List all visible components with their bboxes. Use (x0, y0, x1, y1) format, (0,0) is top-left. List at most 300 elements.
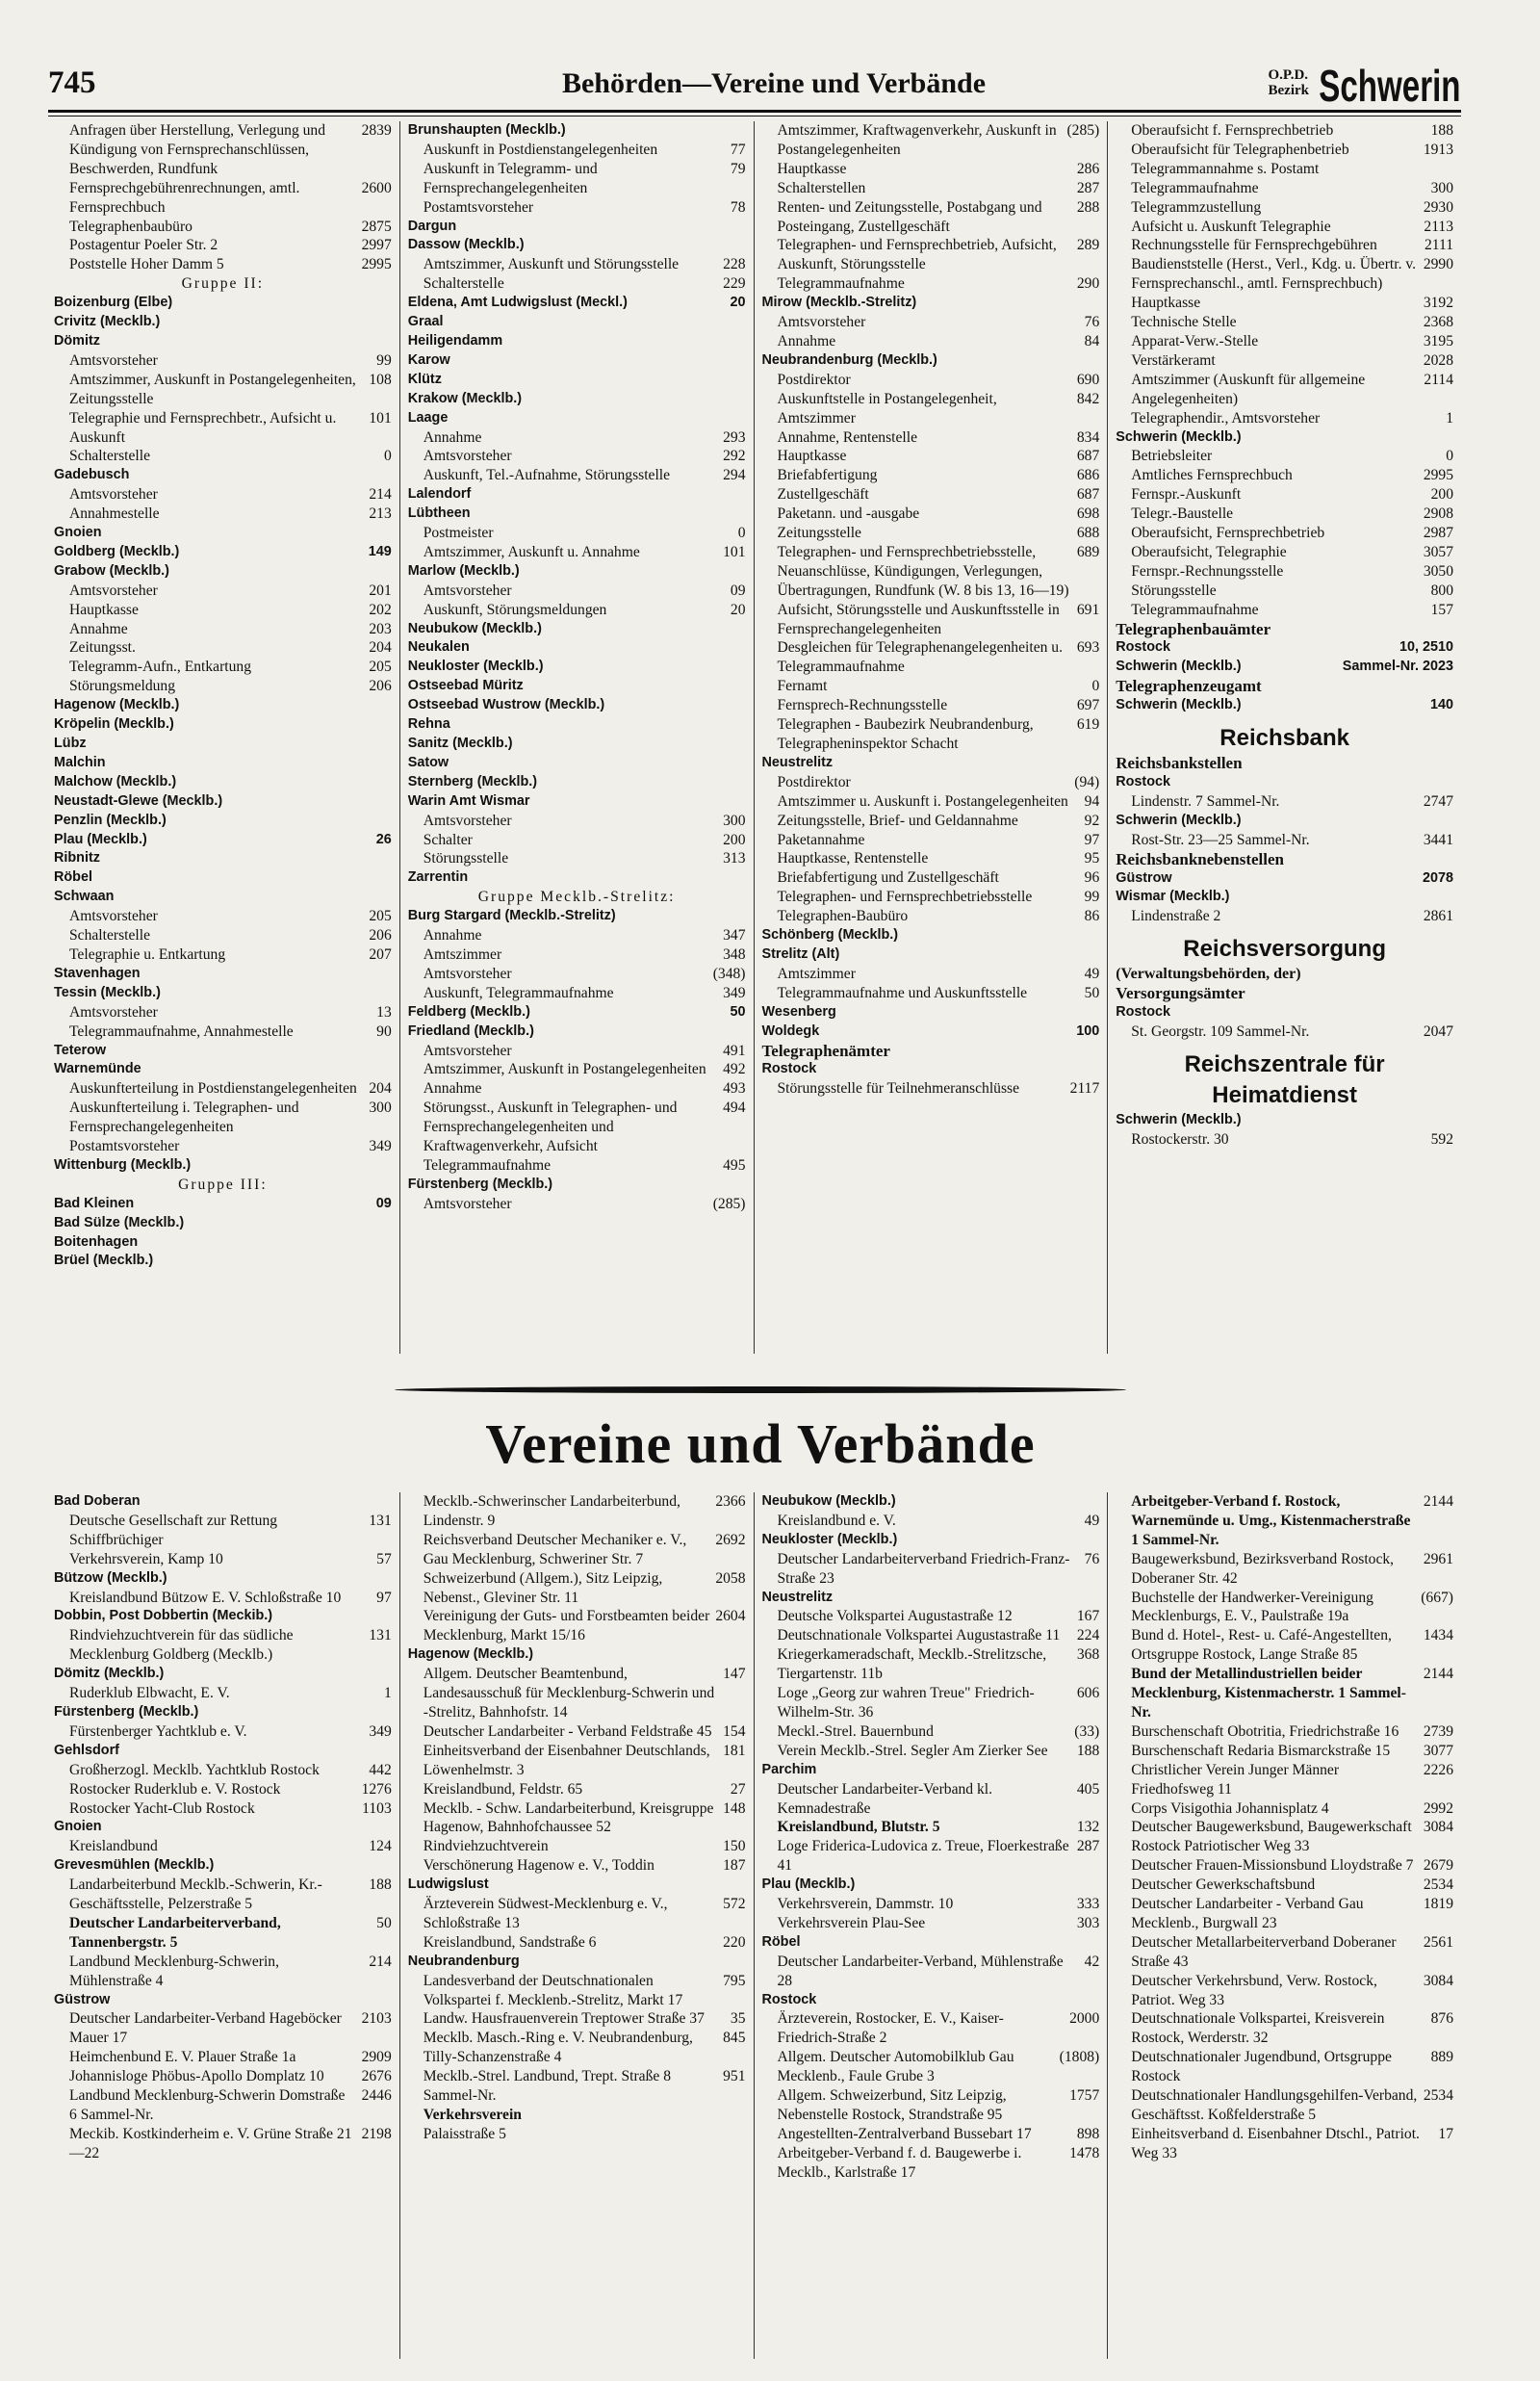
entry-text: Zeitungsstelle (777, 525, 861, 542)
place-heading (1116, 812, 1453, 831)
list-item (1116, 447, 1453, 466)
entry-text: Schwerin (Mecklb.) (1116, 697, 1242, 713)
list-item (408, 1042, 746, 1061)
place-heading (54, 1607, 392, 1626)
list-item (762, 1512, 1100, 1531)
entry-text: Fürstenberg (Mecklb.) (407, 1176, 553, 1192)
entry-text: Versorgungsämter (1116, 984, 1245, 1003)
list-item (1116, 218, 1453, 237)
entry-text: Neustadt-Glewe (Mecklb.) (54, 792, 223, 809)
phone-number: 286 (1076, 160, 1100, 177)
entry-text: Fernspr.-Auskunft (1131, 486, 1242, 504)
phone-number: 2990 (1423, 256, 1453, 273)
phone-number: 300 (1430, 179, 1453, 196)
phone-number: 188 (1076, 1742, 1100, 1759)
section-title (1116, 934, 1453, 965)
list-item (408, 1569, 746, 1608)
place-heading (54, 1856, 392, 1876)
phone-number: 687 (1076, 448, 1100, 465)
entry-text: Zarrentin (407, 869, 469, 886)
phone-number: 2144 (1423, 1666, 1453, 1683)
phone-number: 2676 (361, 2068, 392, 2085)
place-heading (1116, 428, 1453, 448)
list-item (1116, 965, 1453, 984)
entry-text: Deutscher Metallarbeiterverband Doberaner Straße 43 (1131, 1933, 1397, 1970)
list-item (54, 1022, 392, 1042)
entry-text: Christlicher Verein Junger Männer Friedhofsweg 11 (1131, 1761, 1340, 1798)
list-item (54, 1550, 392, 1569)
entry-text: Malchow (Mecklb.) (54, 773, 177, 789)
list-item (762, 965, 1100, 984)
list-item (408, 1156, 746, 1176)
entry-text: Johannisloge Phöbus-Apollo Domplatz 10 (69, 2068, 324, 2085)
entry-text: Güstrow (1116, 869, 1172, 886)
place-heading (408, 562, 746, 582)
entry-text: Störungsstelle (1131, 582, 1217, 599)
phone-number: 09 (730, 582, 746, 599)
entry-text: Einheitsverband d. Eisenbahner Dtschl., Patriot. Weg 33 (1131, 2125, 1420, 2161)
list-item (762, 1914, 1100, 1933)
list-item (1116, 850, 1453, 869)
list-item (54, 255, 392, 274)
phone-number: 898 (1076, 2125, 1100, 2142)
list-item (408, 466, 746, 485)
entry-text: Kreislandbund, Sandstraße 6 (423, 1933, 597, 1951)
list-item (54, 1589, 392, 1608)
entry-text: Telegraphen- und Fernsprechbetriebsstelle, Neuanschlüsse, Kündigungen, Verlegungen, Übertragungen, Rundfunk (W. 8 bis 13, 16—19) (777, 543, 1069, 599)
entry-text: Deutscher Landarbeiter-Verband, Mühlenstraße 28 (777, 1953, 1064, 1989)
entry-text: Landesverband der Deutschnationalen Volkspartei f. Mecklenb.-Strelitz, Markt 17 (423, 1972, 683, 2008)
entry-text: Loge Friderica-Ludovica z. Treue, Floerkestraße 41 (777, 1838, 1069, 1875)
list-item (762, 715, 1100, 754)
entry-text: Schalterstelle (69, 448, 150, 465)
phone-number: 124 (369, 1838, 392, 1855)
place-heading (1116, 773, 1453, 792)
list-item (762, 1042, 1100, 1061)
phone-number: 205 (369, 659, 392, 676)
entry-text: Postdirektor (777, 371, 851, 388)
entry-text: Deutscher Landarbeiter - Verband Feldstraße 45 (423, 1722, 712, 1740)
entry-text: Ludwigslust (407, 1876, 489, 1893)
phone-number: 92 (1084, 812, 1100, 829)
list-item (762, 1645, 1100, 1684)
entry-text: Bützow (Mecklb.) (54, 1569, 167, 1586)
list-item (762, 984, 1100, 1003)
list-item (762, 2125, 1100, 2144)
entry-text: Deutscher Landarbeiterverband Friedrich-Franz-Straße 23 (777, 1550, 1070, 1587)
phone-number: Sammel-Nr. 2023 (1342, 659, 1453, 675)
list-item (1116, 294, 1453, 313)
entry-text: Telegramm-Aufn., Entkartung (69, 659, 252, 676)
entry-text: Kreislandbund e. V. (777, 1512, 896, 1529)
entry-text: Lindenstr. 7 Sammel-Nr. (1131, 792, 1280, 810)
list-item (1116, 677, 1453, 696)
phone-number: 86 (1084, 908, 1100, 925)
place-heading (54, 965, 392, 984)
entry-text: Schalterstelle (69, 927, 150, 945)
list-item (408, 965, 746, 984)
phone-number: 690 (1076, 371, 1100, 388)
place-heading (54, 1742, 392, 1761)
place-heading (408, 735, 746, 754)
place-heading (1116, 696, 1453, 715)
entry-text: Burg Stargard (Mecklb.-Strelitz) (407, 908, 616, 924)
phone-number: 101 (723, 543, 746, 560)
phone-number: 951 (723, 2068, 746, 2085)
phone-number: 1 (1446, 409, 1453, 427)
list-item (1116, 255, 1453, 294)
entry-text: Deutschnationaler Jugendbund, Ortsgruppe Rostock (1131, 2049, 1392, 2085)
authorities-columns (48, 121, 1461, 1354)
place-heading (1116, 638, 1453, 658)
phone-number: 800 (1430, 582, 1453, 599)
entry-text: Kreislandbund Bützow E. V. Schloßstraße 10 (69, 1589, 342, 1606)
entry-text: Rostocker Yacht-Club Rostock (69, 1799, 255, 1817)
phone-number: 2113 (1424, 218, 1453, 235)
list-item (408, 888, 746, 907)
phone-number: 2534 (1423, 1876, 1453, 1894)
list-item (762, 1684, 1100, 1722)
entry-text: Heiligendamm (407, 332, 503, 349)
list-item (408, 1195, 746, 1214)
list-item (54, 274, 392, 294)
place-heading (54, 1214, 392, 1233)
list-item (54, 677, 392, 696)
entry-text: Störungsstelle für Teilnehmeranschlüsse (777, 1080, 1020, 1098)
entry-text: Heimchenbund E. V. Plauer Straße 1a (69, 2049, 296, 2066)
entry-text: Brüel (Mecklb.) (54, 1253, 154, 1269)
entry-text: Dassow (Mecklb.) (407, 237, 525, 253)
place-heading (408, 792, 746, 812)
list-item (1116, 754, 1453, 773)
phone-number: 17 (1438, 2125, 1453, 2142)
phone-number: (1808) (1059, 2049, 1100, 2066)
phone-number: 0 (1446, 448, 1453, 465)
entry-text: Paketannahme (777, 831, 865, 848)
place-heading (54, 792, 392, 812)
list-item (1116, 907, 1453, 926)
phone-number: 2997 (361, 237, 392, 254)
entry-text: Amtsvorsteher (69, 351, 158, 369)
entry-text: Telegraphenämter (761, 1041, 890, 1060)
list-item (1116, 179, 1453, 198)
place-heading (408, 218, 746, 237)
phone-number: 84 (1084, 332, 1100, 349)
list-item (54, 505, 392, 524)
entry-text: Arbeitgeber-Verband f. d. Baugewerbe i. Mecklb., Karlstraße 17 (777, 2144, 1022, 2181)
entry-text: Allgem. Deutscher Automobilklub Gau Mecklenb., Faule Grube 3 (777, 2049, 1014, 2085)
phone-number: 313 (723, 850, 746, 867)
phone-number: 205 (369, 908, 392, 925)
place-heading (762, 1492, 1100, 1512)
phone-number: 287 (1076, 179, 1100, 196)
list-item (762, 1837, 1100, 1876)
phone-number: (33) (1074, 1722, 1100, 1740)
list-item (408, 2106, 746, 2125)
entry-text: Amtszimmer, Auskunft u. Annahme (423, 543, 640, 560)
place-heading (54, 466, 392, 485)
phone-number: 2987 (1423, 525, 1453, 542)
place-heading (408, 236, 746, 255)
phone-number: 35 (730, 2010, 746, 2028)
entry-text: Aufsicht u. Auskunft Telegraphie (1131, 218, 1331, 235)
phone-number: 2111 (1424, 237, 1453, 254)
entry-text: Gnoien (54, 525, 102, 541)
entry-text: Landarbeiterbund Mecklb.-Schwerin, Kr.-Geschäftsstelle, Pelzerstraße 5 (69, 1876, 322, 1913)
entry-text: Rechnungsstelle für Fernsprechgebühren (1131, 237, 1377, 254)
phone-number: 99 (376, 351, 392, 369)
place-heading (54, 888, 392, 907)
phone-number: 97 (376, 1589, 392, 1606)
phone-number: 2679 (1423, 1857, 1453, 1875)
entry-text: Friedland (Mecklb.) (407, 1022, 534, 1039)
phone-number: 131 (369, 1512, 392, 1529)
phone-number: 287 (1076, 1838, 1100, 1855)
phone-number: (94) (1074, 773, 1100, 790)
entry-text: Neukloster (Mecklb.) (407, 659, 544, 675)
list-item (408, 198, 746, 218)
entry-text: Penzlin (Mecklb.) (54, 812, 167, 828)
entry-text: Reichsbankstellen (1116, 754, 1243, 773)
list-item (408, 2067, 746, 2106)
phone-number: 3195 (1423, 332, 1453, 349)
entry-text: Fernsprechgebührenrechnungen, amtl. Fernsprechbuch (69, 179, 300, 216)
entry-text: Hauptkasse (777, 448, 847, 465)
place-heading (54, 1195, 392, 1214)
place-heading (762, 1589, 1100, 1608)
entry-text: Angestellten-Zentralverband Bussebart 17 (777, 2125, 1032, 2142)
entry-text: Schwaan (54, 889, 115, 905)
place-heading (408, 409, 746, 428)
list-item (762, 1722, 1100, 1742)
list-item (408, 1856, 746, 1876)
phone-number: 2368 (1423, 314, 1453, 331)
entry-text: Oberaufsicht, Telegraphie (1131, 543, 1287, 560)
phone-number: 131 (369, 1627, 392, 1644)
phone-number: 2058 (715, 1569, 746, 1587)
entry-text: Deutscher Landarbeiter-Verband Hageböcker Mauer 17 (69, 2010, 342, 2047)
entry-text: Gruppe III: (178, 1176, 268, 1193)
entry-text: Schweizerbund (Allgem.), Sitz Leipzig, Nebenst., Gleviner Str. 11 (423, 1569, 663, 1606)
place-heading (408, 1645, 746, 1665)
section-divider (395, 1383, 1126, 1479)
entry-text: Fernsprech-Rechnungsstelle (777, 697, 948, 714)
entry-text: Reichsverband Deutscher Mechaniker e. V., Gau Mecklenburg, Schweriner Str. 7 (423, 1531, 687, 1567)
entry-text: Güstrow (54, 1991, 111, 2007)
list-item (1116, 1722, 1453, 1742)
phone-number: 50 (1084, 984, 1100, 1001)
associations-columns (48, 1492, 1461, 2359)
entry-text: Rostock (1116, 774, 1171, 789)
entry-text: Telegrammaufnahme (423, 1156, 552, 1174)
place-heading (408, 620, 746, 639)
place-heading (408, 773, 746, 792)
phone-number: 76 (1084, 1550, 1100, 1567)
place-heading (54, 562, 392, 582)
list-item (762, 2086, 1100, 2125)
phone-number: 0 (737, 525, 746, 542)
place-heading (54, 715, 392, 735)
list-item (54, 351, 392, 371)
entry-text: Telegraphen - Baubezirk Neubrandenburg, Telegrapheninspektor Schacht (777, 716, 1034, 752)
phone-number: 97 (1084, 831, 1100, 848)
list-item (1116, 141, 1453, 160)
top-column-2 (399, 121, 754, 1354)
list-item (54, 620, 392, 639)
phone-number: 188 (1430, 122, 1453, 139)
phone-number: 150 (723, 1838, 746, 1855)
phone-number: 349 (723, 984, 746, 1001)
phone-number: 2875 (361, 218, 392, 235)
phone-number: 10, 2510 (1399, 639, 1453, 656)
entry-text: Hauptkasse (69, 601, 139, 618)
phone-number: 2028 (1423, 351, 1453, 369)
list-item (408, 582, 746, 601)
phone-number: 108 (369, 371, 392, 388)
phone-number: 834 (1076, 428, 1100, 446)
entry-text: Brunshaupten (Mecklb.) (407, 122, 566, 138)
entry-text: Warnemünde (54, 1061, 141, 1077)
place-heading (54, 1156, 392, 1176)
phone-number: 795 (723, 1972, 746, 1989)
list-item (408, 1972, 746, 2010)
place-heading (408, 715, 746, 735)
place-heading (54, 812, 392, 831)
place-heading (54, 696, 392, 715)
phone-number: 90 (376, 1022, 392, 1040)
entry-text: Hauptkasse (1131, 295, 1201, 312)
list-item (762, 849, 1100, 868)
entry-text: Parchim (761, 1761, 817, 1777)
entry-text: Röbel (761, 1933, 801, 1950)
phone-number: 289 (1076, 237, 1100, 254)
section-title (1116, 1049, 1453, 1111)
list-item (54, 1137, 392, 1156)
list-item (54, 409, 392, 448)
entry-text: Bad Sülze (Mecklb.) (54, 1214, 185, 1230)
phone-number: 77 (730, 141, 746, 158)
list-item (54, 2048, 392, 2067)
entry-text: Deutscher Landarbeiter-Verband kl. Kemnadestraße (777, 1780, 993, 1817)
list-item (1116, 1876, 1453, 1895)
list-item (54, 658, 392, 677)
entry-text: Amtsvorsteher (423, 965, 512, 982)
entry-text: Ärzteverein, Rostocker, E. V., Kaiser-Friedrich-Straße 2 (777, 2010, 1004, 2047)
entry-text: Amtszimmer, Kraftwagenverkehr, Auskunft in Postangelegenheiten (777, 122, 1057, 158)
list-item (1116, 831, 1453, 850)
phone-number: 3192 (1423, 295, 1453, 312)
entry-text: Amtsvorsteher (423, 1195, 512, 1212)
list-item (1116, 1856, 1453, 1876)
entry-text: Telegraphen- und Fernsprechbetrieb, Aufsicht, Auskunft, Störungsstelle (777, 237, 1057, 273)
place-heading (54, 773, 392, 792)
phone-number: 303 (1076, 1914, 1100, 1931)
phone-number: 2078 (1422, 869, 1453, 886)
entry-text: Telegrammannahme s. Postamt (1131, 160, 1320, 177)
place-heading (408, 390, 746, 409)
entry-text: Deutscher Landarbeiter - Verband Gau Mecklenb., Burgwall 23 (1131, 1896, 1364, 1931)
entry-text: Landbund Mecklenburg-Schwerin Domstraße 6 Sammel-Nr. (69, 2087, 346, 2123)
entry-text: Auskunft in Postdienstangelegenheiten (423, 141, 658, 158)
list-item (54, 218, 392, 237)
place-heading (762, 945, 1100, 965)
phone-number: (285) (712, 1195, 746, 1212)
entry-text: Postamtsvorsteher (423, 198, 534, 216)
phone-number: 229 (723, 275, 746, 293)
list-item (762, 390, 1100, 428)
entry-text: Burschenschaft Redaria Bismarckstraße 15 (1131, 1742, 1391, 1759)
entry-text: Verkehrsverein, Dammstr. 10 (777, 1896, 954, 1913)
list-item (408, 2009, 746, 2029)
entry-text: Baudienststelle (Herst., Verl., Kdg. u. Übertr. v. Fernsprechanschl., amtl. Fernsprechbuch) (1131, 256, 1417, 293)
entry-text: Krakow (Mecklb.) (407, 390, 523, 406)
entry-text: Großherzogl. Mecklb. Yachtklub Rostock (69, 1761, 320, 1778)
city-title: Schwerin (1319, 61, 1461, 111)
list-item (762, 1780, 1100, 1819)
phone-number: 300 (723, 812, 746, 829)
list-item (1116, 2086, 1453, 2125)
list-item (408, 1099, 746, 1156)
phone-number: 2366 (715, 1493, 746, 1510)
list-item (54, 638, 392, 658)
entry-text: Gehlsdorf (54, 1742, 119, 1758)
phone-number: 204 (369, 639, 392, 657)
entry-text: Neubrandenburg (Mecklb.) (761, 351, 937, 368)
phone-number: 2114 (1424, 371, 1453, 388)
list-item (408, 849, 746, 868)
place-heading (1116, 658, 1453, 677)
entry-text: Wittenburg (Mecklb.) (54, 1156, 192, 1173)
list-item (762, 773, 1100, 792)
phone-number: 494 (723, 1100, 746, 1117)
entry-text: Postdirektor (777, 773, 851, 790)
entry-text: Verschönerung Hagenow e. V., Toddin (423, 1857, 654, 1875)
list-item (54, 601, 392, 620)
phone-number: 2747 (1423, 792, 1453, 810)
phone-number: 2995 (361, 256, 392, 273)
entry-text: Gruppe Mecklb.-Strelitz: (477, 889, 676, 906)
entry-text: Crivitz (Mecklb.) (54, 314, 161, 330)
phone-number: 842 (1076, 390, 1100, 407)
place-heading (408, 294, 746, 313)
entry-text: Hauptkasse, Rentenstelle (777, 850, 929, 867)
list-item (54, 179, 392, 218)
entry-text: Poststelle Hoher Damm 5 (69, 256, 224, 273)
list-item (1116, 332, 1453, 351)
entry-text: Boitenhagen (54, 1233, 139, 1250)
entry-text: Schwerin (Mecklb.) (1116, 428, 1242, 445)
phone-number: 348 (723, 945, 746, 963)
entry-text: Landbund Mecklenburg-Schwerin, Mühlenstraße 4 (69, 1953, 279, 1989)
entry-text: Kreislandbund, Blutstr. 5 (777, 1819, 940, 1836)
entry-text: Landw. Hausfrauenverein Treptower Straße 37 (423, 2010, 705, 2028)
section-heading: Vereine und Verbände (485, 1412, 1036, 1475)
list-item (1116, 198, 1453, 218)
list-item (762, 274, 1100, 294)
opd-line1: O.P.D. (1268, 67, 1309, 83)
phone-number: 3084 (1423, 1972, 1453, 1989)
entry-text: Amtsvorsteher (423, 1042, 512, 1059)
entry-text: Telegraphie und Fernsprechbetr., Aufsicht u. Auskunft (69, 409, 337, 446)
list-item (762, 1550, 1100, 1589)
entry-text: Mecklb.-Strel. Landbund, Trept. Straße 8 Sammel-Nr. (423, 2068, 672, 2105)
section-title (1116, 723, 1453, 754)
phone-number: 2198 (361, 2125, 392, 2142)
entry-text: Telegraphen-Baubüro (777, 908, 909, 925)
list-item (408, 1531, 746, 1569)
phone-number: 157 (1430, 601, 1453, 618)
phone-number: (348) (712, 965, 746, 982)
